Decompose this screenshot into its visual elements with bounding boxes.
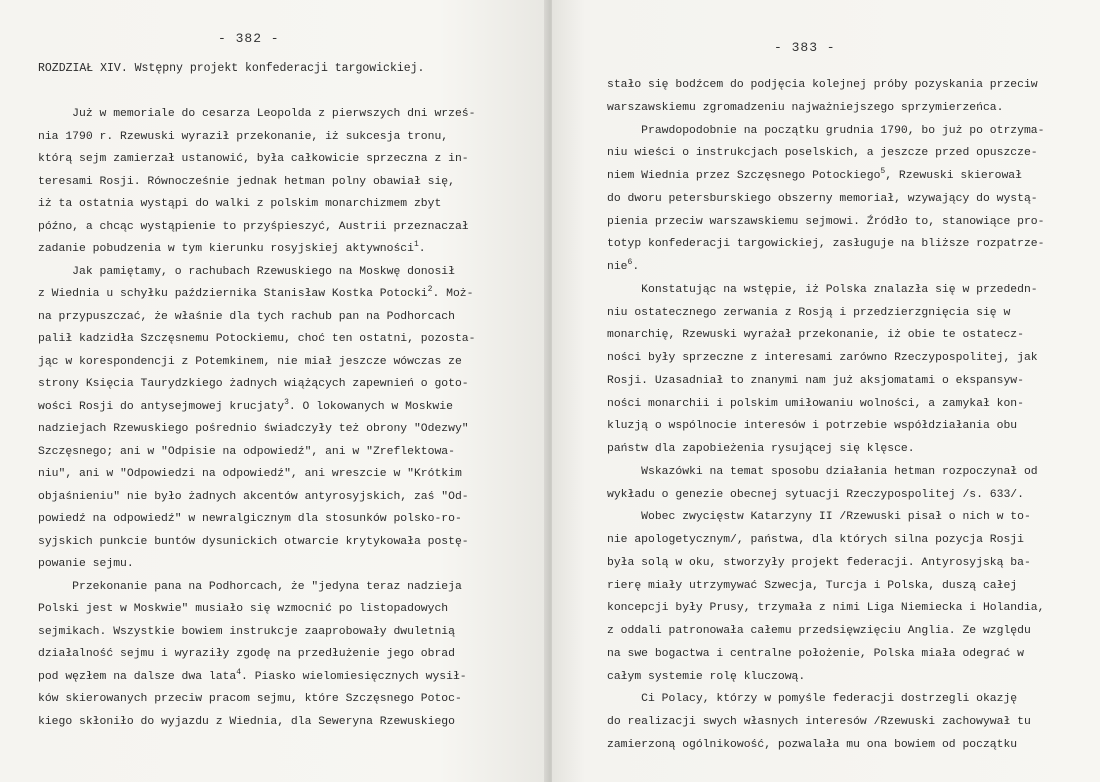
text-line [607, 688, 1077, 711]
text-line [38, 193, 518, 216]
text-segment: zamierzoną ogólnikowość, pozwalała mu ona bowiem od początku [607, 738, 1018, 751]
text-line [607, 188, 1077, 211]
text-segment: była solą w oku, stworzyły projekt federacji. Antyrosyjską ba- [607, 556, 1031, 569]
text-line [38, 283, 518, 306]
text-line [607, 484, 1077, 507]
text-line [607, 461, 1077, 484]
text-line [607, 233, 1077, 256]
text-line [38, 328, 518, 351]
text-line [38, 553, 518, 576]
text-segment: ków skierowanych przeciw pracom sejmu, które Szczęsnego Potoc- [38, 693, 462, 705]
text-line [607, 620, 1077, 643]
text-line [38, 238, 518, 261]
text-segment: niu ostatecznego zerwania z Rosją i przedzierzgnięcia się w [607, 306, 1011, 319]
text-segment: pienia przeciw warszawskiemu sejmowi. Źródło to, stanowiące pro- [607, 215, 1045, 228]
text-segment: wości Rosji do antysejmowej krucjaty [38, 400, 285, 413]
text-segment: . [632, 261, 640, 273]
text-segment: totyp konfederacji targowickiej, zasługuje na bliższe rozpatrze- [607, 238, 1045, 251]
text-segment: ności były sprzeczne z interesami zarówno Rzeczypospolitej, jak [607, 352, 1038, 364]
text-line [38, 306, 518, 329]
text-line [607, 142, 1077, 165]
text-line [607, 97, 1077, 120]
text-line [38, 126, 518, 149]
text-line [607, 438, 1077, 461]
text-segment: na swe bogactwa i centralne położenie, Polska miała odegrać w [607, 647, 1024, 660]
text-segment: państw dla zapobieżenia rysującej się klęsce. [607, 443, 915, 455]
text-segment: nia 1790 r. Rzewuski wyraził przekonanie, iż sukcesja tronu, [38, 130, 449, 143]
text-line [38, 103, 518, 126]
text-segment: iż ta ostatnia wystąpi do walki z polskim monarchizmem zbyt [38, 198, 442, 210]
text-segment: kiego skłoniło do wyjazdu z Wiednia, dla Seweryna Rzewuskiego [38, 715, 455, 728]
text-segment: stało się bodźcem do podjęcia kolejnej próby pozyskania przeciw [607, 79, 1038, 91]
text-segment: niu", ani w "Odpowiedzi na odpowiedź", ani wreszcie w "Krótkim [38, 468, 462, 480]
text-line [38, 598, 518, 621]
text-line [38, 643, 518, 666]
text-line [607, 302, 1077, 325]
text-segment: Rosji. Uzasadniał to znanymi nam już aksjomatami o ekspansyw- [607, 374, 1024, 387]
text-segment: Przekonanie pana na Podhorcach, że "jedyna teraz nadzieja [38, 580, 462, 593]
text-segment: palił kadzidła Szczęsnemu Potockiemu, choć ten ostatni, pozosta- [38, 333, 476, 345]
text-line [38, 171, 518, 194]
text-segment: działalność sejmu i wyraziły zgodę na przedłużenie jego obrad [38, 648, 455, 660]
text-segment: strony Księcia Taurydzkiego żadnych wiążących zapewnień o goto- [38, 378, 469, 390]
text-segment: którą sejm zamierzał ustanowić, była całkowicie sprzeczna z in- [38, 153, 469, 165]
text-segment: koncepcji były Prusy, trzymała z nimi Liga Niemiecka i Holandia, [607, 602, 1045, 615]
text-line [38, 396, 518, 419]
text-line [607, 256, 1077, 279]
text-line [38, 373, 518, 396]
chapter-heading: ROZDZIAŁ XIV. Wstępny projekt konfederacji targowickiej. [38, 62, 425, 75]
page-number: - 383 - [774, 40, 836, 55]
text-line [607, 734, 1077, 757]
text-line [607, 506, 1077, 529]
text-segment: z oddali patronowała całemu przedsięwzięciu Anglia. Ze względu [607, 625, 1031, 637]
text-segment: teresami Rosji. Równocześnie jednak hetman polny obawiał się, [38, 175, 455, 188]
footnote-marker: 2 [427, 285, 433, 294]
text-segment: . Piasko wielomiesięcznych wysił- [241, 670, 467, 683]
text-segment: jąc w korespondencji z Potemkinem, nie miał jeszcze wówczas ze [38, 355, 462, 368]
text-segment: powiedź na odpowiedź" w newralgicznym dla stosunków polsko-ro- [38, 513, 462, 525]
text-segment: monarchię, Rzewuski wyrażał przekonanie, iż obie te ostatecz- [607, 329, 1024, 342]
text-line [38, 418, 518, 441]
text-line [607, 211, 1077, 234]
text-segment: Prawdopodobnie na początku grudnia 1790, bo już po otrzyma- [607, 124, 1045, 137]
text-segment: do dworu petersburskiego obszerny memoriał, wzywający do wystą- [607, 192, 1038, 205]
text-line [38, 486, 518, 509]
text-line [607, 711, 1077, 734]
text-segment: nie apologetycznym/, państwa, dla których silna pozycja Rosji [607, 534, 1024, 546]
text-segment: Już w memoriale do cesarza Leopolda z pierwszych dni wrześ- [38, 108, 476, 120]
text-segment: Polski jest w Moskwie" musiało się wzmocnić po listopadowych [38, 603, 449, 615]
text-line [607, 347, 1077, 370]
text-segment: , Rzewuski skierował [885, 170, 1022, 182]
text-segment: z Wiednia u schyłku października Stanisław Kostka Potocki [38, 288, 428, 300]
text-line [607, 393, 1077, 416]
text-segment: Konstatując na wstępie, iż Polska znalazła się w przededn- [607, 283, 1038, 296]
text-line [38, 711, 518, 734]
text-line [38, 148, 518, 171]
text-segment: pod węzłem na dalsze dwa lata [38, 670, 237, 683]
text-line [607, 575, 1077, 598]
right-page [552, 0, 1100, 782]
text-segment: objaśnieniu" nie było żadnych akcentów antyrosyjskich, zaś "Od- [38, 490, 469, 503]
text-line [38, 463, 518, 486]
text-segment: niu wieści o instrukcjach poselskich, a jeszcze przed opuszcze- [607, 147, 1038, 160]
text-line [607, 165, 1077, 188]
text-segment: Wskazówki na temat sposobu działania hetman rozpoczynał od [607, 465, 1038, 478]
text-line [607, 120, 1077, 143]
text-segment: do realizacji swych własnych interesów /Rzewuski zachowywał tu [607, 716, 1031, 728]
text-segment: niem Wiednia przez Szczęsnego Potockiego [607, 170, 881, 182]
footnote-marker: 6 [627, 258, 633, 267]
text-line [38, 621, 518, 644]
body-text [607, 74, 1077, 757]
text-segment: ności monarchii i polskim umiłowaniu wolności, a zamykał kon- [607, 397, 1024, 410]
text-line [607, 597, 1077, 620]
text-segment: na przypuszczać, że właśnie dla tych rachub pan na Podhorcach [38, 310, 455, 323]
text-line [607, 552, 1077, 575]
text-segment: nie [607, 261, 628, 273]
text-line [607, 370, 1077, 393]
text-line [607, 643, 1077, 666]
text-segment: syjskich punkcie buntów dysunickich otwarcie krytykowała postę- [38, 535, 469, 548]
text-segment: Wobec zwycięstw Katarzyny II /Rzewuski pisał o nich w to- [607, 511, 1031, 524]
text-line [38, 531, 518, 554]
page-number: - 382 - [218, 31, 280, 46]
text-segment: wykładu o genezie obecnej sytuacji Rzeczypospolitej /s. 633/. [607, 488, 1024, 501]
text-segment: warszawskiemu zgromadzeniu najważniejszego sprzymierzeńca. [607, 101, 1004, 114]
text-line [38, 576, 518, 599]
text-line [607, 666, 1077, 689]
text-segment: . [418, 243, 426, 255]
text-line [38, 666, 518, 689]
text-segment: późno, a chcąc wystąpienie to przyśpieszyć, Austrii przeznaczał [38, 220, 469, 233]
footnote-marker: 4 [236, 667, 242, 677]
footnote-marker: 1 [413, 240, 419, 249]
text-line [38, 216, 518, 239]
text-line [38, 441, 518, 464]
text-segment: sejmikach. Wszystkie bowiem instrukcje zaaprobowały dwuletnią [38, 625, 455, 638]
text-segment: Szczęsnego; ani w "Odpisie na odpowiedź", ani w "Zreflektowa- [38, 445, 455, 458]
text-segment: nadziejach Rzewuskiego pośrednio świadczyły też obrony "Odezwy" [38, 423, 469, 435]
text-line [38, 351, 518, 374]
text-line [38, 508, 518, 531]
text-line [607, 415, 1077, 438]
text-line [607, 279, 1077, 302]
text-segment: . Moż- [432, 288, 474, 300]
text-segment: powanie sejmu. [38, 558, 134, 570]
footnote-marker: 5 [880, 167, 886, 176]
text-segment: Jak pamiętamy, o rachubach Rzewuskiego na Moskwę donosił [38, 265, 455, 278]
text-line [607, 529, 1077, 552]
text-segment: zadanie pobudzenia w tym kierunku rosyjskiej aktywności [38, 243, 414, 255]
left-page [0, 0, 548, 782]
text-line [607, 324, 1077, 347]
text-line [38, 688, 518, 711]
text-segment: . O lokowanych w Moskwie [288, 400, 453, 413]
text-segment: kluzją o wspólnocie interesów i potrzebie współdziałania obu [607, 420, 1018, 433]
footnote-marker: 3 [284, 397, 289, 407]
text-segment: Ci Polacy, którzy w pomyśle federacji dostrzegli okazję [607, 693, 1018, 706]
text-segment: rierę miały utrzymywać Szwecja, Turcja i Polska, duszą całej [607, 579, 1018, 592]
text-segment: całym systemie rolę kluczową. [607, 670, 806, 683]
text-line [38, 261, 518, 284]
text-line [607, 74, 1077, 97]
body-text [38, 103, 518, 733]
